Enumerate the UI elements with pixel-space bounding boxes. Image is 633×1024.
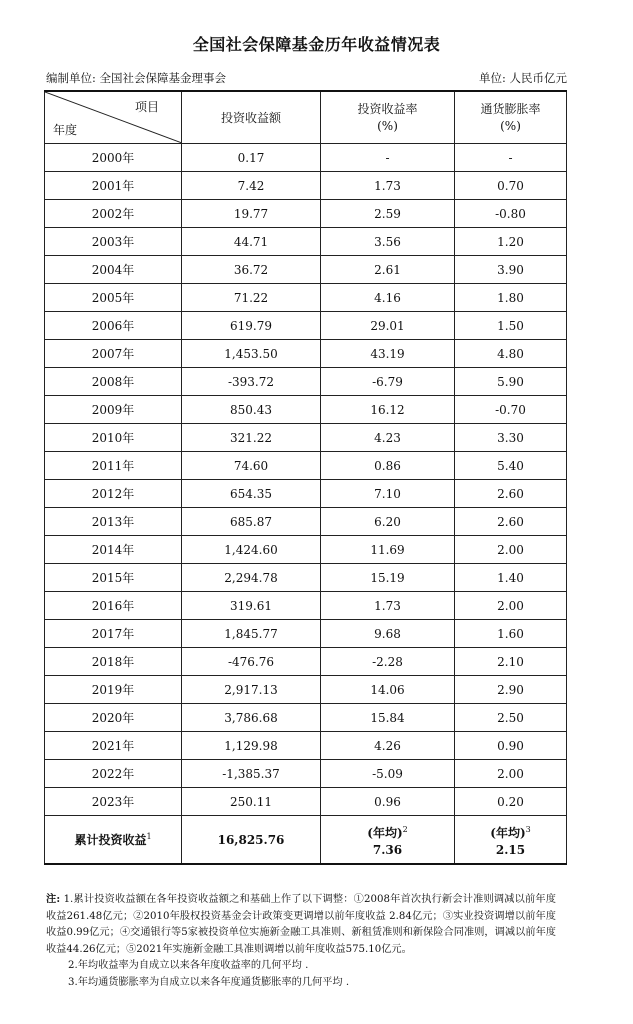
rate-cell: 6.20	[321, 508, 455, 536]
table-row	[45, 396, 567, 424]
footnote-1	[46, 891, 556, 958]
table-row	[45, 676, 567, 704]
rate-cell: 11.69	[321, 536, 455, 564]
income-cell: 685.87	[182, 508, 321, 536]
year-cell: 2006年	[45, 312, 182, 340]
total-rate-footnote: 2	[402, 824, 408, 834]
inflation-cell: 2.60	[455, 508, 567, 536]
year-cell: 2005年	[45, 284, 182, 312]
header-rate-line1: 投资收益率	[357, 101, 418, 116]
income-cell: 71.22	[182, 284, 321, 312]
table-header-row	[45, 91, 567, 144]
income-cell: 1,845.77	[182, 620, 321, 648]
header-inflation	[455, 91, 567, 144]
rate-cell: -	[321, 144, 455, 172]
inflation-cell: 0.70	[455, 172, 567, 200]
year-cell: 2018年	[45, 648, 182, 676]
table-row	[45, 172, 567, 200]
footnote-1-text: 1.累计投资收益额在各年投资收益额之和基础上作了以下调整：①2008年首次执行新会计准则调减以前年度收益261.48亿元；②2010年股权投资基金会计政策变更调增以前年度收益 2.84亿元；③实业投资调增以前年度收益0.99亿元；④交通银行等5家被投资单位实施新金融工具准则、新租赁准则和新保险合同准则，调减以前年度收益44.26亿元；⑤2021年实施新金融工具准则调增以前年度收益575.10亿元。	[46, 894, 556, 955]
inflation-cell: 5.40	[455, 452, 567, 480]
income-cell: 44.71	[182, 228, 321, 256]
income-cell: 2,294.78	[182, 564, 321, 592]
income-cell: 1,453.50	[182, 340, 321, 368]
table-row	[45, 480, 567, 508]
rate-cell: 14.06	[321, 676, 455, 704]
table-row	[45, 704, 567, 732]
header-item-label: 项目	[134, 100, 159, 114]
rate-cell: 2.59	[321, 200, 455, 228]
table-row	[45, 144, 567, 172]
inflation-cell: 3.90	[455, 256, 567, 284]
year-cell: 2014年	[45, 536, 182, 564]
income-cell: 1,424.60	[182, 536, 321, 564]
notes-label: 注:	[46, 893, 61, 905]
inflation-cell: 1.40	[455, 564, 567, 592]
year-cell: 2021年	[45, 732, 182, 760]
footnote-3: 3.年均通货膨胀率为自成立以来各年度通货膨胀率的几何平均 .	[68, 976, 350, 988]
compiler-unit: 编制单位: 全国社会保障基金理事会	[46, 71, 227, 85]
rate-cell: -2.28	[321, 648, 455, 676]
inflation-cell: 0.20	[455, 788, 567, 816]
inflation-cell: 1.80	[455, 284, 567, 312]
header-inflation-line1: 通货膨胀率	[480, 101, 541, 116]
total-row	[45, 816, 567, 865]
income-cell: -393.72	[182, 368, 321, 396]
year-cell: 2010年	[45, 424, 182, 452]
inflation-cell: -0.80	[455, 200, 567, 228]
inflation-cell: 2.00	[455, 592, 567, 620]
inflation-cell: 2.60	[455, 480, 567, 508]
rate-cell: 1.73	[321, 172, 455, 200]
table-row	[45, 536, 567, 564]
inflation-cell: 1.60	[455, 620, 567, 648]
header-rate	[321, 91, 455, 144]
inflation-cell: -	[455, 144, 567, 172]
table-row	[45, 508, 567, 536]
table-row	[45, 620, 567, 648]
header-rate-line2: (%)	[377, 118, 398, 133]
income-cell: 3,786.68	[182, 704, 321, 732]
year-cell: 2001年	[45, 172, 182, 200]
table-row	[45, 732, 567, 760]
year-cell: 2004年	[45, 256, 182, 284]
inflation-cell: 2.00	[455, 760, 567, 788]
table-row	[45, 788, 567, 816]
table-row	[45, 256, 567, 284]
income-cell: 36.72	[182, 256, 321, 284]
year-cell: 2011年	[45, 452, 182, 480]
total-inflation-cell	[455, 816, 567, 865]
income-cell: 319.61	[182, 592, 321, 620]
year-cell: 2023年	[45, 788, 182, 816]
total-inflation-footnote: 3	[525, 824, 531, 834]
page-title: 全国社会保障基金历年收益情况表	[192, 35, 441, 54]
income-cell: 0.17	[182, 144, 321, 172]
inflation-cell: 5.90	[455, 368, 567, 396]
year-cell: 2019年	[45, 676, 182, 704]
year-cell: 2022年	[45, 760, 182, 788]
income-cell: 1,129.98	[182, 732, 321, 760]
inflation-cell: 0.90	[455, 732, 567, 760]
total-inflation-label: (年均)	[490, 825, 526, 840]
income-cell: -476.76	[182, 648, 321, 676]
inflation-cell: 3.30	[455, 424, 567, 452]
table-row	[45, 200, 567, 228]
table-row	[45, 648, 567, 676]
rate-cell: 3.56	[321, 228, 455, 256]
rate-cell: -5.09	[321, 760, 455, 788]
income-cell: 850.43	[182, 396, 321, 424]
rate-cell: 29.01	[321, 312, 455, 340]
inflation-cell: 1.20	[455, 228, 567, 256]
rate-cell: 7.10	[321, 480, 455, 508]
header-income: 投资收益额	[182, 91, 321, 144]
rate-cell: -6.79	[321, 368, 455, 396]
total-label-footnote: 1	[146, 832, 152, 841]
year-cell: 2000年	[45, 144, 182, 172]
currency-unit: 单位: 人民币亿元	[478, 71, 567, 85]
year-cell: 2015年	[45, 564, 182, 592]
header-inflation-line2: (%)	[500, 118, 521, 133]
returns-table	[44, 90, 567, 865]
table-row	[45, 312, 567, 340]
table-row	[45, 452, 567, 480]
rate-cell: 15.19	[321, 564, 455, 592]
header-year-label: 年度	[53, 123, 78, 137]
income-cell: -1,385.37	[182, 760, 321, 788]
rate-cell: 15.84	[321, 704, 455, 732]
footnote-2: 2.年均收益率为自成立以来各年度收益率的几何平均 .	[68, 960, 309, 971]
income-cell: 7.42	[182, 172, 321, 200]
total-label-cell	[45, 816, 182, 865]
rate-cell: 16.12	[321, 396, 455, 424]
year-cell: 2008年	[45, 368, 182, 396]
table-row	[45, 340, 567, 368]
inflation-cell: 2.50	[455, 704, 567, 732]
income-cell: 250.11	[182, 788, 321, 816]
year-cell: 2012年	[45, 480, 182, 508]
inflation-cell: 2.90	[455, 676, 567, 704]
inflation-cell: 2.00	[455, 536, 567, 564]
total-rate-cell	[321, 816, 455, 865]
year-cell: 2002年	[45, 200, 182, 228]
total-rate-label: (年均)	[367, 825, 403, 840]
inflation-cell: 4.80	[455, 340, 567, 368]
income-cell: 619.79	[182, 312, 321, 340]
total-inflation-value: 2.15	[495, 842, 526, 857]
year-cell: 2009年	[45, 396, 182, 424]
year-cell: 2016年	[45, 592, 182, 620]
table-row	[45, 592, 567, 620]
rate-cell: 1.73	[321, 592, 455, 620]
total-income: 16,825.76	[182, 816, 321, 865]
rate-cell: 4.26	[321, 732, 455, 760]
income-cell: 654.35	[182, 480, 321, 508]
rate-cell: 4.16	[321, 284, 455, 312]
rate-cell: 4.23	[321, 424, 455, 452]
inflation-cell: -0.70	[455, 396, 567, 424]
rate-cell: 43.19	[321, 340, 455, 368]
rate-cell: 0.86	[321, 452, 455, 480]
rate-cell: 0.96	[321, 788, 455, 816]
footnotes	[46, 891, 556, 991]
year-cell: 2020年	[45, 704, 182, 732]
year-cell: 2003年	[45, 228, 182, 256]
total-rate-value: 7.36	[372, 842, 403, 857]
total-label: 累计投资收益	[74, 833, 147, 847]
rate-cell: 2.61	[321, 256, 455, 284]
rate-cell: 9.68	[321, 620, 455, 648]
year-cell: 2007年	[45, 340, 182, 368]
inflation-cell: 1.50	[455, 312, 567, 340]
table-row	[45, 368, 567, 396]
year-cell: 2013年	[45, 508, 182, 536]
year-cell: 2017年	[45, 620, 182, 648]
income-cell: 2,917.13	[182, 676, 321, 704]
header-corner-cell	[45, 91, 182, 144]
table-row	[45, 284, 567, 312]
table-row	[45, 424, 567, 452]
income-cell: 19.77	[182, 200, 321, 228]
table-row	[45, 228, 567, 256]
income-cell: 321.22	[182, 424, 321, 452]
table-row	[45, 760, 567, 788]
table-row	[45, 564, 567, 592]
inflation-cell: 2.10	[455, 648, 567, 676]
income-cell: 74.60	[182, 452, 321, 480]
